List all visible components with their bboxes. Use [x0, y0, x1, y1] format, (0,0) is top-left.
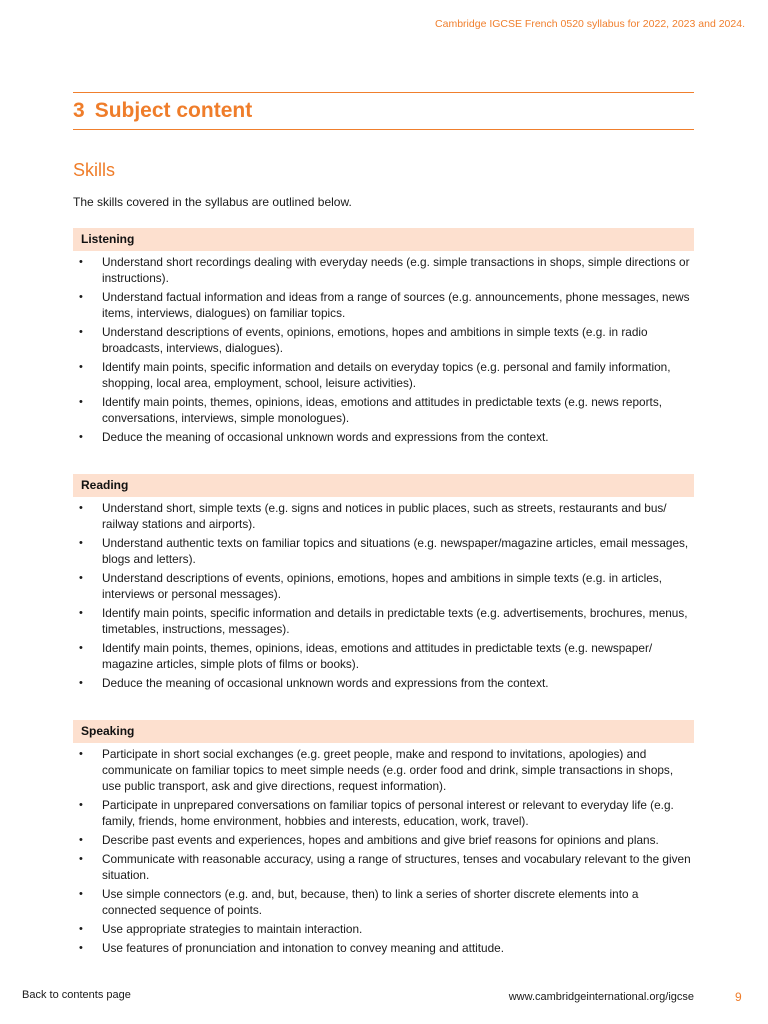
list-item: • Understand factual information and ideas from a range of sources (e.g. announcements, phone messages, news items, interviews, dialogues) on familiar topics.: [79, 290, 690, 320]
list-item: • Use appropriate strategies to maintain interaction.: [79, 922, 363, 936]
section-title-bar: Listening: [73, 228, 694, 251]
bullet-icon: •: [79, 853, 83, 865]
list-item: • Communicate with reasonable accuracy, using a range of structures, tenses and vocabulary relevant to the given situation.: [79, 852, 691, 882]
running-header: Cambridge IGCSE French 0520 syllabus for 2022, 2023 and 2024.: [435, 18, 745, 30]
list-item: • Identify main points, specific information and details in predictable texts (e.g. advertisements, brochures, menus, timetables, instructions, messages).: [79, 606, 688, 636]
bullet-icon: •: [79, 888, 83, 900]
bullet-icon: •: [79, 572, 83, 584]
reading-section: [73, 474, 694, 694]
list-item: • Participate in short social exchanges (e.g. greet people, make and respond to invitations, apologies) and communicate on familiar topics to meet simple needs (e.g. order food and drink, simple transactions in shops, use public transport, ask and give directions, request information).: [79, 747, 674, 793]
section-title-bar: Speaking: [73, 720, 694, 743]
website-link[interactable]: www.cambridgeinternational.org/igcse: [508, 991, 694, 1003]
list-item: • Describe past events and experiences, hopes and ambitions and give brief reasons for opinions and plans.: [79, 833, 659, 847]
section-heading: Skills: [73, 160, 116, 180]
page-number: 9: [735, 990, 742, 1004]
list-item: • Identify main points, specific information and details on everyday topics (e.g. personal and family information, shopping, local area, employment, school, leisure activities).: [79, 360, 671, 390]
list-item: • Deduce the meaning of occasional unknown words and expressions from the context.: [79, 430, 549, 444]
intro-text: The skills covered in the syllabus are outlined below.: [73, 195, 352, 209]
bullet-icon: •: [79, 361, 83, 373]
list-item: • Use simple connectors (e.g. and, but, because, then) to link a series of shorter discrete elements into a connected sequence of points.: [79, 887, 639, 917]
bullet-icon: •: [79, 537, 83, 549]
section-title-bar: Reading: [73, 474, 694, 497]
listening-section: [73, 228, 694, 448]
reading-list: [73, 500, 694, 691]
list-item: • Identify main points, themes, opinions, ideas, emotions and attitudes in predictable texts (e.g. newspaper/ magazine articles, simple plots of films or books).: [79, 641, 653, 671]
bullet-icon: •: [79, 834, 83, 846]
bullet-icon: •: [79, 396, 83, 408]
listening-list: [73, 254, 694, 445]
list-item: • Understand authentic texts on familiar topics and situations (e.g. newspaper/magazine articles, email messages, blogs and letters).: [79, 536, 689, 566]
bullet-icon: •: [79, 799, 83, 811]
list-item: • Use features of pronunciation and intonation to convey meaning and attitude.: [79, 941, 505, 955]
chapter-title: Subject content: [94, 99, 253, 122]
chapter-number: 3: [73, 99, 85, 122]
list-item: • Deduce the meaning of occasional unknown words and expressions from the context.: [79, 676, 549, 690]
bullet-icon: •: [79, 291, 83, 303]
list-item: • Understand short, simple texts (e.g. signs and notices in public places, such as streets, restaurants and bus/ railway stations and airports).: [79, 501, 667, 531]
bullet-icon: •: [79, 642, 83, 654]
bullet-icon: •: [79, 923, 83, 935]
bullet-icon: •: [79, 256, 83, 268]
chapter-heading: [73, 92, 694, 130]
speaking-list: [73, 746, 694, 956]
bullet-icon: •: [79, 607, 83, 619]
bullet-icon: •: [79, 748, 83, 760]
speaking-section: [73, 720, 694, 959]
back-to-contents-link[interactable]: Back to contents page: [22, 989, 131, 1001]
list-item: • Understand short recordings dealing with everyday needs (e.g. simple transactions in shops, simple directions or instructions).: [79, 255, 690, 285]
list-item: • Understand descriptions of events, opinions, emotions, hopes and ambitions in simple texts (e.g. in articles, interviews or personal messages).: [79, 571, 662, 601]
bullet-icon: •: [79, 431, 83, 443]
bullet-icon: •: [79, 326, 83, 338]
bullet-icon: •: [79, 677, 83, 689]
list-item: • Participate in unprepared conversations on familiar topics of personal interest or relevant to everyday life (e.g. family, friends, home environment, hobbies and interests, education, work, travel).: [79, 798, 674, 828]
list-item: • Identify main points, themes, opinions, ideas, emotions and attitudes in predictable texts (e.g. news reports, conversations, interviews, simple monologues).: [79, 395, 663, 425]
bullet-icon: •: [79, 502, 83, 514]
bullet-icon: •: [79, 942, 83, 954]
list-item: • Understand descriptions of events, opinions, emotions, hopes and ambitions in simple texts (e.g. in radio broadcasts, interviews, dialogues).: [79, 325, 648, 355]
